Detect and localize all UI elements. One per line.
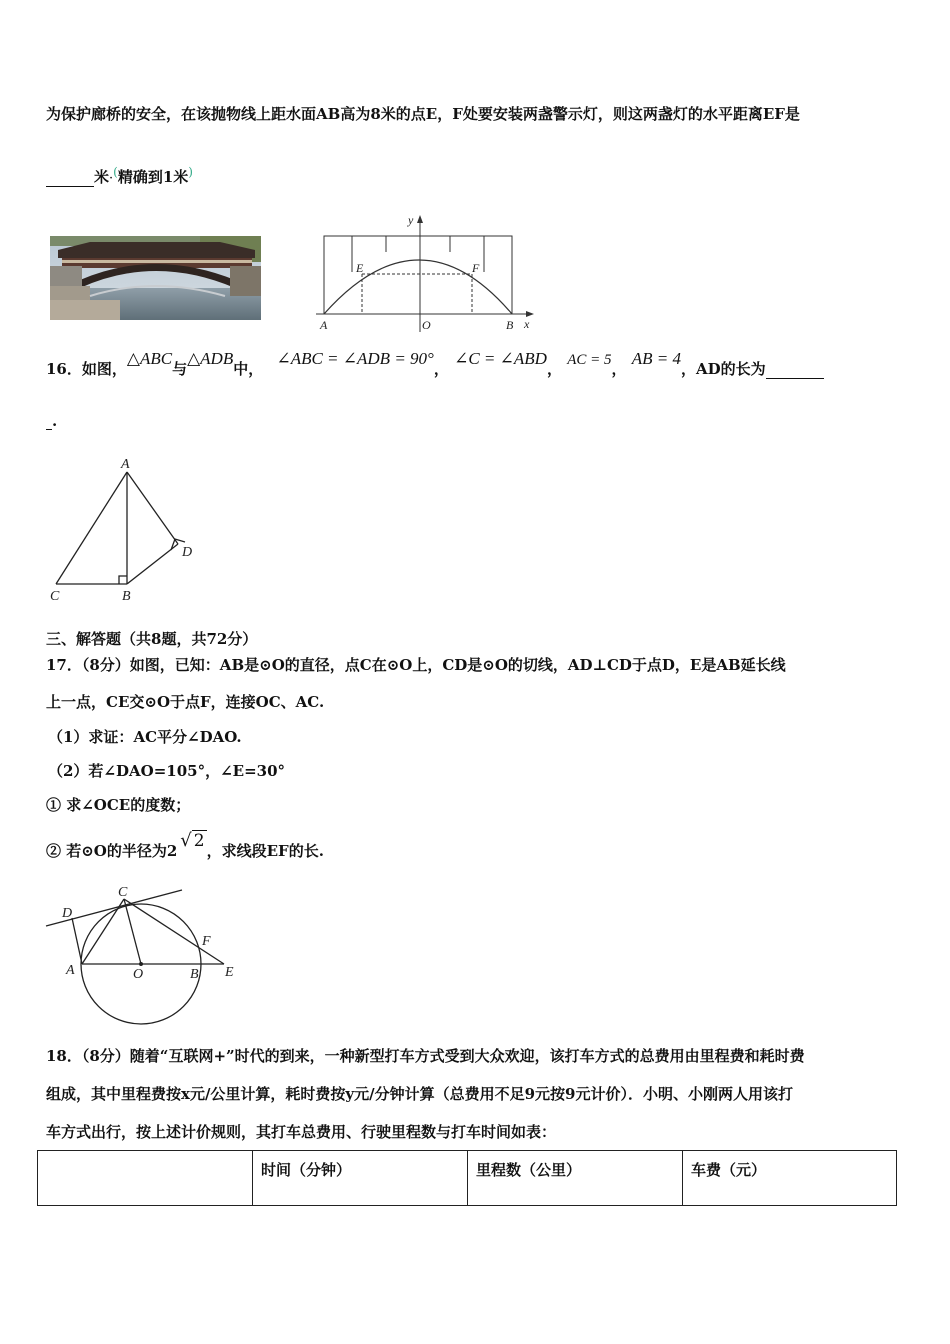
q17-line2: 上一点，CE交⊙O于点F，连接OC、AC. (46, 693, 325, 711)
vertex-D-label: D (182, 545, 193, 560)
answer-blank (46, 185, 94, 187)
q18-line3: 车方式出行，按上述计价规则，其打车总费用、行驶里程数与打车时间如表： (46, 1123, 557, 1141)
point-A-label: A (66, 963, 75, 978)
point-F-label: F (202, 934, 211, 949)
q16-tri1: △ABC (126, 349, 173, 368)
q16-comma2: ， (546, 360, 562, 378)
vertex-B-label: B (122, 589, 131, 604)
q18-line2: 组成，其中里程费按x元/公里计算，耗时费按y元/分钟计算（总费用不足9元按9元计价）．小明、小刚两人用该打 (46, 1085, 793, 1103)
axis-y-label: y (408, 213, 414, 227)
q15-line1: 为保护廊桥的安全，在该抛物线上距水面AB高为8米的点E，F处要安装两盏警示灯，则这两盏灯的水平距离EF是 (46, 105, 800, 123)
q16-cond4: AB = 4 (631, 349, 681, 368)
vertex-A-label: A (121, 457, 130, 472)
q16-cond1: ∠ABC = ∠ADB = 90° (276, 349, 434, 368)
fare-table (37, 1150, 897, 1206)
circle-tangent-diagram (44, 884, 244, 1026)
q17-line1: 17．（8分）如图，已知：AB是⊙O的直径，点C在⊙O上，CD是⊙O的切线，AD⊥CD于点D，E是AB延长线 (46, 656, 786, 674)
q15-unit: 米 (94, 168, 110, 186)
table-header-cell: 里程数（公里） (468, 1151, 683, 1206)
q17-sub2-pre: ② 若⊙O的半径为2 (46, 842, 178, 860)
q16-cond3: AC = 5 (567, 352, 612, 368)
q15-line2: 米·(精确到1米) (46, 165, 193, 187)
q16-number: 16．如图， (46, 360, 127, 378)
q16-comma1: ， (433, 360, 449, 378)
section-title: 三、解答题（共8题，共72分） (46, 630, 258, 648)
point-F-label: F (472, 261, 480, 275)
q18-line1: 18．（8分）随着“互联网+”时代的到来，一种新型打车方式受到大众欢迎，该打车方式的总费用由里程费和耗时费 (46, 1047, 805, 1065)
triangle-diagram (44, 452, 204, 604)
origin-O-label: O (422, 318, 431, 332)
q16-and: 与 (172, 360, 188, 378)
table-header-cell: 时间（分钟） (253, 1151, 468, 1206)
q16-zhong: 中， (233, 360, 264, 378)
table-header-row (38, 1151, 897, 1206)
q16-end: . (52, 412, 58, 430)
point-B-label: B (506, 318, 514, 332)
q17-sub2-post: ，求线段EF的长. (206, 842, 324, 860)
point-E-label: E (225, 965, 234, 980)
q16-cond2: ∠C = ∠ABD (454, 349, 547, 368)
vertex-C-label: C (50, 589, 60, 604)
point-D-label: D (62, 906, 73, 921)
q16-line (46, 349, 824, 379)
table-header-cell (38, 1151, 253, 1206)
q17-radicand: 2 (193, 831, 205, 851)
q15-note: 精确到1米 (117, 168, 189, 186)
point-E-label: E (356, 261, 364, 275)
axis-x-label: x (524, 317, 530, 331)
q17-sub1: ① 求∠OCE的度数； (46, 796, 191, 814)
table-header-cell: 车费（元） (683, 1151, 897, 1206)
point-C-label: C (118, 885, 128, 900)
q17-sub2: ② 若⊙O的半径为2 √ 2 ，求线段EF的长. (46, 830, 324, 860)
answer-blank (766, 377, 824, 379)
q16-comma3: ， (611, 360, 627, 378)
q17-part1: （1）求证：AC平分∠DAO. (48, 728, 242, 746)
q17-part2: （2）若∠DAO=105°，∠E=30° (48, 762, 286, 780)
bridge-photo (50, 236, 261, 320)
parabola-diagram (312, 212, 542, 336)
point-B-label: B (190, 967, 199, 982)
q16-line2 (46, 412, 57, 430)
q16-tri2: △ADB (187, 349, 234, 368)
point-A-label: A (320, 318, 328, 332)
q16-ask: ，AD的长为 (681, 360, 766, 378)
center-O-label: O (133, 967, 144, 982)
